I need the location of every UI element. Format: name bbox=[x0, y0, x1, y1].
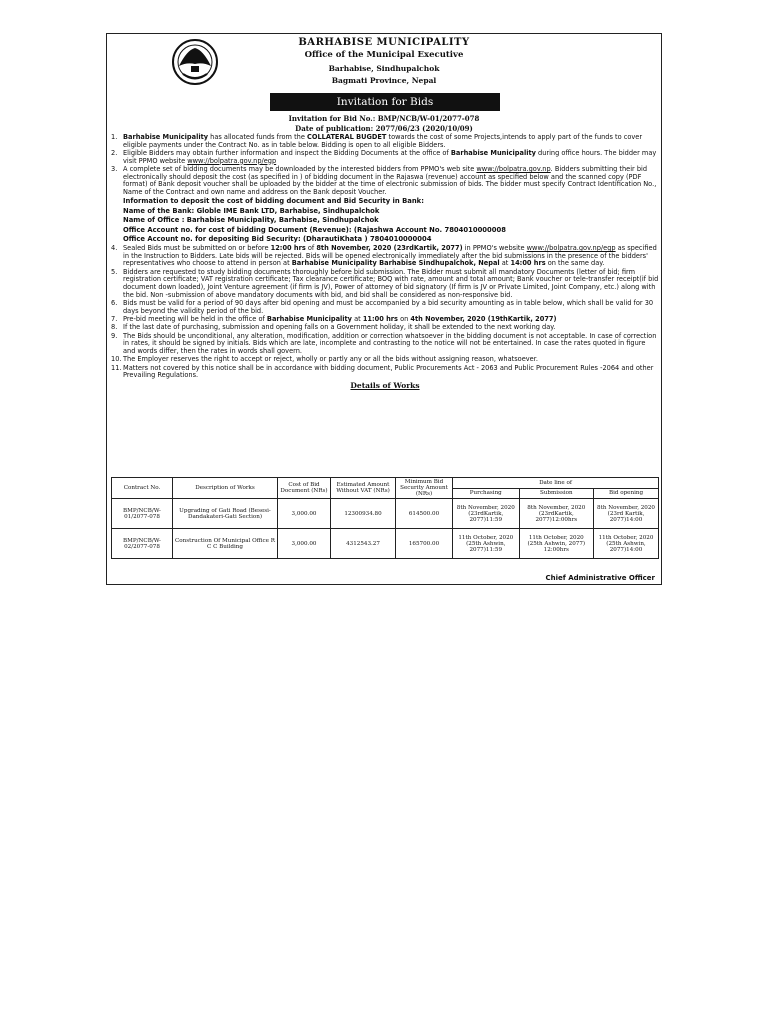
clause-text: 4th November, 2020 (19thKartik, 2077) bbox=[410, 315, 557, 324]
clause-6 bbox=[111, 300, 659, 315]
clause-text: Bidders are requested to study bidding documents thoroughly before bid submission. The Bidder must submit all mandatory Documents (letter of bid; firm registration certificate; VAT registration certificate; Tax clearance certificate; BOQ with rate, amount and total amount; Bank voucher or tele-transfer receipt(if bid document down loaded), Joint Venture agreement (if firm is JV), Power of attorney of bid signatory (If firm is JV or Private Limited, Joint Company, etc.) along with the bid. Non -submission of above mandatory documents with bid, and bid shall be considered as non-responsive bid. bbox=[123, 267, 659, 299]
col-dates: Date line of bbox=[453, 478, 659, 489]
cell-estimate: 4312543.27 bbox=[331, 529, 396, 559]
clause-text: A complete set of bidding documents may be downloaded by the interested bidders from PPMO's web site bbox=[123, 165, 477, 173]
col-opening: Bid opening bbox=[594, 488, 659, 499]
clause-text: COLLATERAL BUGDET bbox=[307, 133, 387, 141]
clause-text: as specified in the Instruction to Bidders. Late bids will be rejected. Bids will be opened electronically immediately after the bid submissions in the presence of the bidders' representatives who choose to attend in person at bbox=[123, 243, 657, 268]
clause-text: in PPMO's website bbox=[462, 243, 527, 252]
cell-contract: BMP/NCB/W-01/2077-078 bbox=[112, 499, 173, 529]
col-estimate: Estimated Amount Without VAT (NRs) bbox=[331, 478, 396, 499]
clause-text: at bbox=[351, 315, 363, 324]
bank-info-line: Name of the Bank: Globle IME Bank LTD, Barhabise, Sindhupalchok bbox=[123, 206, 380, 215]
address-line-2: Bagmati Province, Nepal bbox=[331, 76, 437, 85]
clause-11 bbox=[111, 365, 659, 380]
clause-text: If the last date of purchasing, submission and opening falls on a Government holiday, it shall be extended to the next working day. bbox=[123, 323, 556, 332]
bank-info-line: Office Account no. for cost of bidding Document (Revenue): (Rajashwa Account No. 7804010000008 bbox=[123, 225, 506, 234]
cell-contract: BMP/NCB/W-02/2077-078 bbox=[112, 529, 173, 559]
clause-text: at bbox=[499, 259, 511, 268]
clause-10 bbox=[111, 356, 659, 364]
cell-cost: 3,000.00 bbox=[278, 499, 331, 529]
cell-estimate: 12300934.80 bbox=[331, 499, 396, 529]
clause-text: Eligible Bidders may obtain further information and inspect the Bidding Documents at the office of bbox=[123, 149, 451, 157]
cell-security: 614500.00 bbox=[396, 499, 453, 529]
clause-number: 6. bbox=[111, 299, 118, 308]
works-table bbox=[111, 477, 659, 559]
clause-8 bbox=[111, 324, 659, 332]
cell-opening: 8th November, 2020 (23rd Kartik, 2077)14:00 bbox=[594, 499, 659, 529]
clause-3 bbox=[111, 166, 659, 197]
clause-9 bbox=[111, 333, 659, 356]
clause-number: 5. bbox=[111, 267, 118, 276]
org-name: BARHABISE MUNICIPALITY bbox=[298, 37, 470, 48]
address-line-1: Barhabise, Sindhupalchok bbox=[328, 64, 440, 73]
clause-text: Pre-bid meeting will be held in the office of bbox=[123, 315, 267, 324]
clause-text: . Bidders submitting their bid electronically should deposit the cost (as specified in ) of bidding document in the Rajaswa (revenue) account as specified below and the scanned copy (PDF format) of Bank deposit voucher shall be uploaded by the bidder at the time of electronic submission of bids. The bidder must specify Contract Identification No., Name of the Contract and own name and address on the Bank deposit Voucher. bbox=[123, 165, 657, 197]
bank-info bbox=[123, 197, 659, 245]
cell-submission: 11th October, 2020 (25th Ashwin, 2077) 12:00hrs bbox=[519, 529, 593, 559]
cell-purchasing: 11th October, 2020 (25th Ashwin, 2077)11:59 bbox=[453, 529, 520, 559]
clause-text: Matters not covered by this notice shall be in accordance with bidding document, Public Procurements Act - 2063 and Public Procurement Rules -2064 and other Prevailing Regulations. bbox=[123, 363, 654, 380]
clause-text: The Employer reserves the right to accept or reject, wholly or partly any or all the bids without assigning reason, whatsoever. bbox=[123, 355, 538, 364]
publication-date: Date of publication: 2077/06/23 (2020/10/09) bbox=[295, 124, 473, 133]
egp-link[interactable]: www://bolpatra.gov.np/egp bbox=[526, 243, 616, 252]
col-security: Minimum Bid Security Amount (NRs) bbox=[396, 478, 453, 499]
cell-security: 165700.00 bbox=[396, 529, 453, 559]
bolpatra-link[interactable]: www://bolpatra.gov.np bbox=[476, 165, 551, 173]
clause-text: Barhabise Municipality bbox=[450, 149, 536, 157]
clause-text: towards the cost of some Projects,intends to apply part of the funds to cover eligible payments under the Contract No. as in table below. Bidding is open to all eligible Bidders. bbox=[123, 133, 643, 149]
bank-info-line: Information to deposit the cost of bidding document and Bid Security in Bank: bbox=[123, 197, 424, 206]
bid-reference: Invitation for Bid No.: BMP/NCB/W-01/2077-078 bbox=[288, 114, 480, 123]
bank-info-line: Name of Office : Barhabise Municipality, Barhabise, Sindhupalchok bbox=[123, 216, 379, 225]
clause-number: 9. bbox=[111, 331, 118, 340]
clause-text: 12:00 hrs bbox=[270, 243, 306, 252]
col-submission: Submission bbox=[519, 488, 593, 499]
ppmo-link[interactable]: www://bolpatra.gov.np/egp bbox=[187, 156, 277, 165]
col-cost: Cost of Bid Document (NRs) bbox=[278, 478, 331, 499]
bid-notice bbox=[106, 33, 662, 585]
clause-text: during office hours. The bidder may visit PPMO website bbox=[123, 149, 657, 165]
office-name: Office of the Municipal Executive bbox=[304, 50, 464, 60]
cell-cost: 3,000.00 bbox=[278, 529, 331, 559]
clause-text: of bbox=[305, 243, 317, 252]
cell-purchasing: 8th November, 2020 (23rdKartik, 2077)11:59 bbox=[453, 499, 520, 529]
clause-text: Sealed Bids must be submitted on or before bbox=[123, 243, 271, 252]
clause-text: 14:00 hrs bbox=[510, 259, 546, 268]
col-description: Description of Works bbox=[173, 478, 278, 499]
bank-info-line: Office Account no. for depositing Bid Security: (DharautiKhata ) 7804010000004 bbox=[123, 235, 432, 244]
clause-number: 1. bbox=[111, 133, 118, 141]
col-purchasing: Purchasing bbox=[453, 488, 520, 499]
signatory: Chief Administrative Officer bbox=[545, 574, 655, 582]
clause-2 bbox=[111, 150, 659, 165]
clause-text: Barhabise Municipality bbox=[123, 133, 209, 141]
clause-text: Barhabise Municipality Barhabise Sindhupalchok, Nepal bbox=[291, 259, 500, 268]
clause-text: on the same day. bbox=[545, 259, 605, 268]
table-header-row bbox=[112, 478, 659, 489]
clause-text: 11:00 hrs bbox=[362, 315, 398, 324]
clause-number: 3. bbox=[111, 165, 118, 173]
table-row bbox=[112, 529, 659, 559]
clause-text: Barhabise Municipality bbox=[266, 315, 352, 324]
works-title: Details of Works bbox=[350, 381, 420, 391]
col-contract: Contract No. bbox=[112, 478, 173, 499]
clause-text: Bids must be valid for a period of 90 days after bid opening and must be accompanied by a bid security amounting as in table below, which shall be valid for 30 days beyond the validity period of the bid. bbox=[123, 299, 654, 315]
clause-1 bbox=[111, 134, 659, 149]
clause-text: has allocated funds from the bbox=[208, 133, 307, 141]
clause-number: 7. bbox=[111, 315, 118, 324]
notice-body bbox=[111, 134, 659, 392]
clause-text: 8th November, 2020 (23rdKartik, 2077) bbox=[316, 243, 463, 252]
table-row bbox=[112, 499, 659, 529]
clause-number: 10. bbox=[111, 355, 122, 364]
clause-number: 11. bbox=[111, 363, 122, 372]
clause-4 bbox=[111, 245, 659, 268]
notice-banner: Invitation for Bids bbox=[270, 93, 500, 111]
cell-description: Upgrading of Gati Road (Besesi-Dandakateri-Gati Section) bbox=[173, 499, 278, 529]
cell-opening: 11th October, 2020 (25th Ashwin, 2077)14:00 bbox=[594, 529, 659, 559]
clause-number: 4. bbox=[111, 243, 118, 252]
clause-number: 2. bbox=[111, 149, 118, 157]
clause-text: on bbox=[397, 315, 411, 324]
cell-submission: 8th November, 2020 (23rdKartik, 2077)12:00hrs bbox=[519, 499, 593, 529]
clause-5 bbox=[111, 269, 659, 300]
cell-description: Construction Of Municipal Office R C C Building bbox=[173, 529, 278, 559]
clause-number: 8. bbox=[111, 323, 118, 332]
clause-text: The Bids should be unconditional, any alteration, modification, addition or correction whatsoever in the bidding document is not acceptable. In case of correction in rates, it should be signed by initials. Bids which are late, incomplete and contrasting to the notice will not be entertained. In case the rates quoted in figure and words differ, then the rates in words shall govern. bbox=[123, 331, 657, 356]
